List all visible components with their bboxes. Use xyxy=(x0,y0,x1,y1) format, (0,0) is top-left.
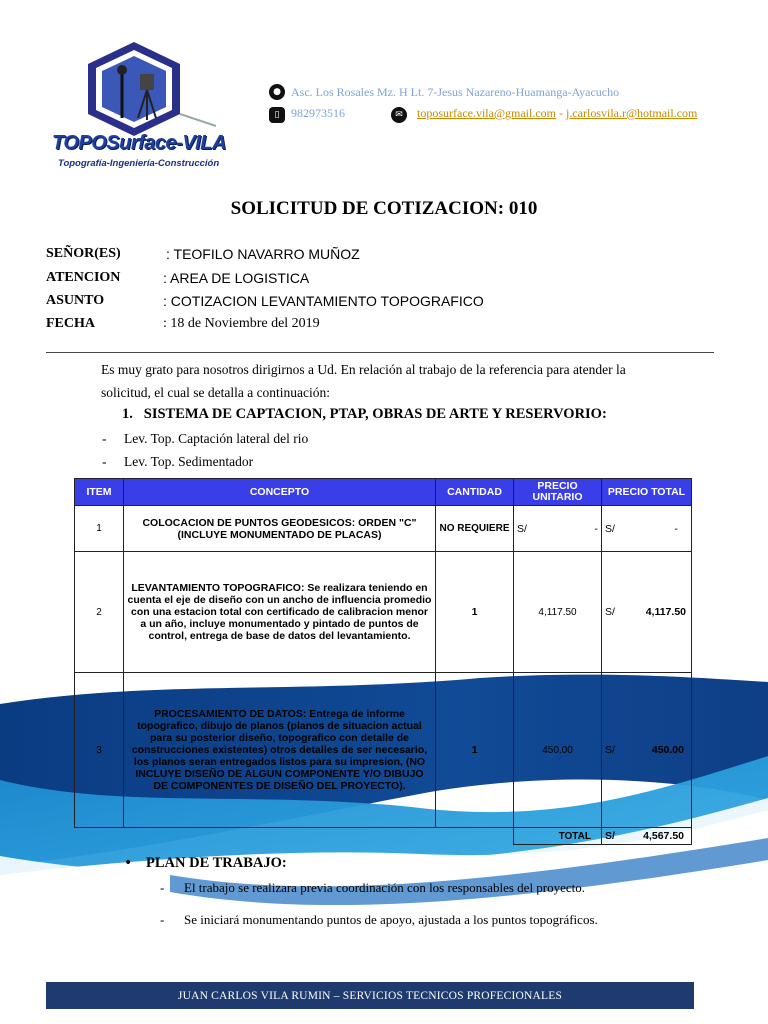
footer-bar: JUAN CARLOS VILA RUMIN – SERVICIOS TECNICOS PROFECIONALES xyxy=(46,982,694,1009)
section-1-bullet-1: Lev. Top. Captación lateral del rio xyxy=(124,431,309,446)
row-3-quantity: 1 xyxy=(436,673,514,828)
quote-table xyxy=(74,478,692,845)
logo-tagline: Topografía-Ingeniería-Construcción xyxy=(58,158,220,169)
field-value-senores: : TEOFILO NAVARRO MUÑOZ xyxy=(166,246,360,262)
intro-line-2: solicitud, el cual se detalla a continuación: xyxy=(101,385,331,400)
row-3-item: 3 xyxy=(75,673,124,828)
total-currency: S/ xyxy=(605,830,615,842)
row-3-concept-title: PROCESAMIENTO DE DATOS: xyxy=(154,708,307,720)
row-3-total-value: 450.00 xyxy=(651,744,684,756)
header-unit-price-line-2: UNITARIO xyxy=(532,491,583,503)
table-row xyxy=(75,673,692,828)
header-unit-price xyxy=(514,479,602,506)
row-2-total-currency: S/ xyxy=(605,606,615,618)
table-row xyxy=(75,506,692,552)
total-label: TOTAL xyxy=(514,828,602,845)
table-row xyxy=(75,552,692,673)
plan-item-2: Se iniciará monumentando puntos de apoyo, ajustada a los puntos topográficos. xyxy=(184,912,598,927)
phone-icon: ▯ xyxy=(269,107,285,123)
total-value: 4,567.50 xyxy=(643,830,684,842)
row-1-concept xyxy=(124,506,436,552)
row-1-total-value: - xyxy=(674,522,678,535)
header-concept: CONCEPTO xyxy=(124,479,436,506)
row-2-concept-title: LEVANTAMIENTO TOPOGRAFICO: xyxy=(131,582,305,594)
row-3-total-currency: S/ xyxy=(605,744,615,756)
header-unit-price-line-1: PRECIO xyxy=(537,480,578,492)
row-1-total-currency: S/ xyxy=(605,522,615,535)
email-separator: - xyxy=(559,106,564,120)
location-pin-icon: ● xyxy=(269,84,285,100)
row-1-total-price xyxy=(602,506,692,552)
row-3-concept-detail: Entrega de informe topografico, dibujo de planos (planos de situacion actual para su posterior diseño, topografico con detalle de construcciones existentes) otros detalles de ser necesario, los planos seran entregados listos para su impresion, (NO INCLUYE DISEÑO DE ALGUN COMPONENTE Y/O DIBUJO DE COMPONENTES DE DISEÑO DEL PROYECTO). xyxy=(131,708,428,792)
row-1-unit-price xyxy=(514,506,602,552)
field-label-atencion: ATENCION xyxy=(46,270,121,285)
field-label-senores: SEÑOR(ES) xyxy=(46,246,121,261)
header-quantity: CANTIDAD xyxy=(436,479,514,506)
list-item: - Lev. Top. Captación lateral del rio xyxy=(102,431,309,446)
row-2-concept-detail: Se realizara teniendo en cuenta el eje de diseño con un ancho de influencia promedio con una estacion total con certificado de calibracion menor a un año, incluye monumentado y pintado de puntos de control, entrega de base de datos del levantamiento. xyxy=(127,582,432,642)
contact-phone: 982973516 xyxy=(291,106,345,120)
row-2-unit-price: 4,117.50 xyxy=(514,552,602,673)
email-link-primary[interactable]: toposurface.vila@gmail.com xyxy=(417,106,557,120)
row-2-total-price xyxy=(602,552,692,673)
contact-address: Asc. Los Rosales Mz. H Lt. 7-Jesus Nazareno-Huamanga-Ayacucho xyxy=(291,85,620,99)
row-1-concept-detail: ORDEN "C" (INCLUYE MONUMENTADO DE PLACAS) xyxy=(177,516,417,541)
company-logo xyxy=(48,40,226,175)
row-1-item: 1 xyxy=(75,506,124,552)
logo-hexagon-icon xyxy=(48,40,220,140)
plan-bullet-icon: • xyxy=(124,855,133,871)
row-2-quantity: 1 xyxy=(436,552,514,673)
total-amount xyxy=(602,828,692,845)
field-label-asunto: ASUNTO xyxy=(46,293,105,308)
plan-item-1: El trabajo se realizara previa coordinación con los responsables del proyecto. xyxy=(184,880,586,895)
field-value-asunto: : COTIZACION LEVANTAMIENTO TOPOGRAFICO xyxy=(163,293,484,309)
header-total-price: PRECIO TOTAL xyxy=(602,479,692,506)
header-divider xyxy=(46,352,714,353)
document-title: SOLICITUD DE COTIZACION: 010 xyxy=(230,198,538,219)
table-header-row xyxy=(75,479,692,506)
list-item: - El trabajo se realizara previa coordinación con los responsables del proyecto. xyxy=(160,880,586,895)
row-2-item: 2 xyxy=(75,552,124,673)
row-3-concept xyxy=(124,673,436,828)
row-1-unit-currency: S/ xyxy=(517,522,527,535)
row-1-concept-title: COLOCACION DE PUNTOS GEODESICOS: xyxy=(142,516,356,529)
row-1-quantity: NO REQUIERE xyxy=(436,506,514,552)
row-2-total-value: 4,117.50 xyxy=(645,606,686,618)
table-total-row xyxy=(75,828,692,845)
logo-brand-text: TOPOSurface-VILA xyxy=(52,132,226,154)
field-label-fecha: FECHA xyxy=(46,316,95,331)
row-1-unit-value: - xyxy=(594,522,598,535)
row-3-total-price xyxy=(602,673,692,828)
email-link-secondary[interactable]: j.carlosvila.r@hotmail.com xyxy=(566,106,698,120)
field-value-fecha: : 18 de Noviembre del 2019 xyxy=(163,316,320,331)
plan-heading: PLAN DE TRABAJO: xyxy=(146,855,287,871)
header-item: ITEM xyxy=(75,479,124,506)
field-value-atencion: : AREA DE LOGISTICA xyxy=(163,270,310,286)
list-item: - Se iniciará monumentando puntos de apoyo, ajustada a los puntos topográficos. xyxy=(160,912,598,927)
list-item: - Lev. Top. Sedimentador xyxy=(102,454,254,469)
mail-icon: ✉ xyxy=(391,107,407,123)
contact-emails xyxy=(417,106,697,121)
section-1-heading xyxy=(122,406,607,423)
row-3-unit-price: 450.00 xyxy=(514,673,602,828)
intro-line-1: Es muy grato para nosotros dirigirnos a Ud. En relación al trabajo de la referencia para atender la xyxy=(101,362,626,377)
section-1-number: 1. xyxy=(122,406,133,422)
section-1-bullet-2: Lev. Top. Sedimentador xyxy=(124,454,254,469)
row-2-concept xyxy=(124,552,436,673)
section-1-title: SISTEMA DE CAPTACION, PTAP, OBRAS DE ARTE Y RESERVORIO: xyxy=(143,406,607,422)
